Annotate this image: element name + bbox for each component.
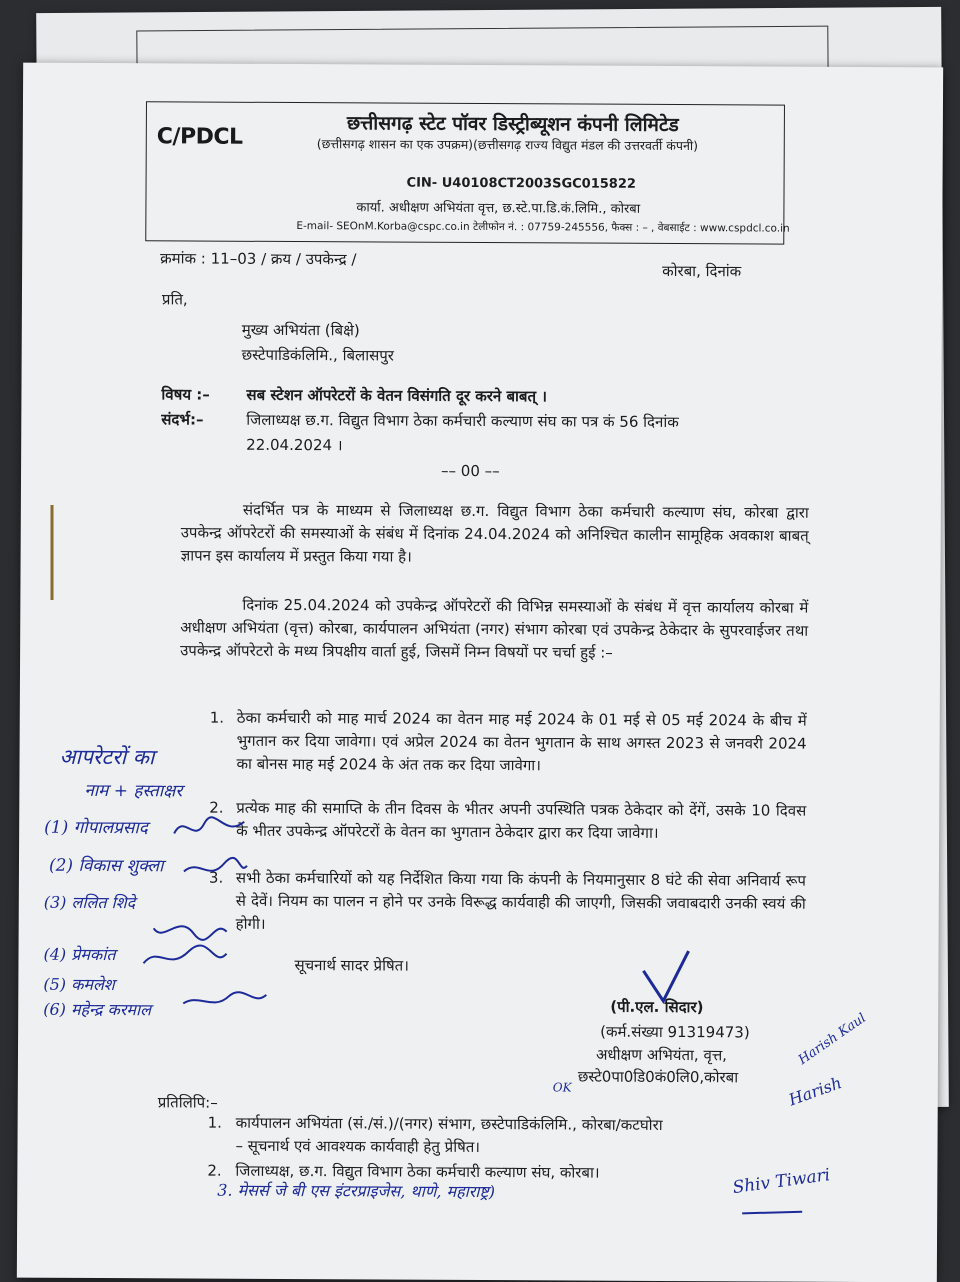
recipient-line-2: छस्टेपाडिकंलिमि., बिलासपुर — [241, 345, 394, 365]
point-1-text: ठेका कर्मचारी को माह मार्च 2024 का वेतन माह मई 2024 के 01 मई से 05 मई 2024 के बीच में भुगतान कर दिया जावेगा। एवं अप्रेल 2024 का वेतन भुगतान के साथ अगस्त 2023 से जनवरी 2024 का बोनस माह मई 2024 के अंत तक कर दिया जावेगा। — [236, 708, 807, 775]
info-line: सूचनार्थ सादर प्रेषित। — [294, 956, 409, 975]
hw-name-6: (6) महेन्द्र करमाल — [43, 999, 152, 1020]
subject-text: सब स्टेशन ऑपरेटरों के वेतन विसंगति दूर करने बाबत् । — [246, 385, 548, 406]
point-3-text: सभी ठेका कर्मचारियों को यह निर्देशित किया गया कि कंपनी के नियमानुसार 8 घंटे की सेवा अनिवार्य रूप से देवें। नियम का पालन न होने पर उनके विरूद्ध कार्यवाही की जाएगी, जिसकी जवाबदारी उनकी स्वयं की होगी। — [235, 868, 806, 933]
company-subtitle: (छत्तीसगढ़ शासन का एक उपक्रम)(छत्तीसगढ़ राज्य विद्युत मंडल की उत्तरवर्ती कंपनी) — [316, 136, 699, 154]
copy-1-line-1: कार्यपालन अभियंता (सं./सं.)/(नगर) संभाग, छस्टेपाडिकंलिमि., कोरबा/कटघोरा — [235, 1113, 663, 1134]
point-2-text: प्रत्येक माह की समाप्ति के तीन दिवस के भीतर अपनी उपस्थिति पत्रक ठेकेदार को देंगें, उसके 10 दिवस के भीतर उपकेन्द्र ऑपरेटरों के वेतन का भुगतान ठेकेदार द्वारा कर दिया जावेगा। — [236, 798, 807, 842]
company-title: छत्तीसगढ़ स्टेट पॉवर डिस्ट्रीब्यूशन कंपनी लिमिटेड — [346, 112, 679, 137]
company-logo: C/PDCL — [156, 124, 243, 150]
copy-label: प्रतिलिपि:– — [157, 1093, 218, 1112]
copy-2-number: 2. — [207, 1161, 222, 1180]
signature-scribble-4 — [138, 943, 228, 973]
signatory-org: छस्टे0पा0डि0कं0लि0,कोरबा — [577, 1067, 739, 1087]
signature-underline — [737, 1201, 807, 1221]
hw-margin-heading-2: नाम + हस्ताक्षर — [84, 780, 183, 802]
signatory-name: (पी.एल. सिदार) — [610, 997, 704, 1017]
hw-right-signature-1: Harish Kaul — [795, 1010, 870, 1068]
hw-ok-mark: OK — [552, 1080, 572, 1095]
paper-pin — [48, 505, 56, 600]
signatory-designation: अधीक्षण अभियंता, वृत्त, — [595, 1045, 728, 1065]
subject-label: विषय :– — [161, 385, 210, 404]
signature-scribble-3 — [149, 913, 229, 943]
point-3-number: 3. — [208, 868, 224, 887]
signature-scribble-5 — [178, 988, 268, 1013]
separator: –– 00 –– — [441, 461, 500, 481]
hw-name-1: (1) गोपालप्रसाद — [44, 817, 148, 839]
hw-name-3: (3) ललित शिदे — [43, 892, 136, 913]
hw-shiv-signature: Shiv Tiwari — [731, 1165, 832, 1199]
copy-2-line-1: जिलाध्यक्ष, छ.ग. विद्युत विभाग ठेका कर्मचारी कल्याण संघ, कोरबा। — [235, 1161, 600, 1182]
hw-margin-heading-1: आपरेटरों का — [59, 744, 155, 770]
letter-page — [17, 63, 943, 1282]
officer-signature-mark — [638, 946, 698, 1006]
reference-line-2: 22.04.2024 । — [246, 435, 343, 455]
copy-1-number: 1. — [207, 1113, 222, 1132]
hw-copy-3: 3. मेसर्स जे बी एस इंटरप्राइजेस, थाणे, महाराष्ट्र) — [217, 1180, 496, 1202]
hw-right-signature-2: Harish — [786, 1073, 845, 1110]
office-address: कार्या. अधीक्षण अभियंता वृत्त, छ.स्टे.पा.डि.कं.लिमि., कोरबा — [356, 200, 641, 217]
hw-name-2: (2) विकास शुक्ला — [48, 855, 164, 877]
letterhead — [145, 101, 790, 244]
hw-name-4: (4) प्रेमकांत — [43, 944, 116, 965]
paragraph-1: संदर्भित पत्र के माध्यम से जिलाध्यक्ष छ.ग. विद्युत विभाग ठेका कर्मचारी कल्याण संघ, कोरबा द्वारा उपकेन्द्र ऑपरेटरों की समस्याओं के संबंध में दिनांक 24.04.2024 को अनिश्चित कालीन सामूहिक अवकाश बाबत् ज्ञापन इस कार्यालय में प्रस्तुत किया गया है। — [180, 500, 809, 566]
reference-line-1: जिलाध्यक्ष छ.ग. विद्युत विभाग ठेका कर्मचारी कल्याण संघ का पत्र कं 56 दिनांक — [246, 410, 679, 432]
recipient-line-1: मुख्य अभियंता (बिक्षे) — [241, 320, 360, 340]
reference-label: संदर्भ:– — [161, 410, 204, 429]
signature-scribble-2 — [179, 853, 249, 883]
point-2-number: 2. — [209, 798, 224, 817]
company-cin: CIN- U40108CT2003SGC015822 — [406, 175, 637, 192]
hw-name-5: (5) कमलेश — [43, 974, 115, 995]
reference-number: क्रमांक : 11–03 / क्रय / उपकेन्द्र / — [160, 249, 357, 269]
to-label: प्रति, — [161, 290, 188, 309]
signatory-emp-no: (कर्म.संख्या 91319473) — [600, 1022, 750, 1042]
place-date: कोरबा, दिनांक — [662, 261, 742, 281]
signature-scribble-1 — [169, 813, 249, 843]
contact-line: E-mail- SEOnM.Korba@cspc.co.in टेलीफोन नं. : 07759-245556, फैक्स : – , वेबसाईट : www.cspdcl.co.in — [296, 220, 790, 235]
paragraph-2: दिनांक 25.04.2024 को उपकेन्द्र ऑपरेटरों की विभिन्न समस्याओं के संबंध में वृत्त कार्यालय कोरबा में अधीक्षण अभियंता (वृत्त) कोरबा, कार्यपालन अभियंता (नगर) संभाग कोरबा एवं उपकेन्द्र ठेकेदार के सुपरवाईजर तथा उपकेन्द्र ऑपरेटरो के मध्य त्रिपक्षीय वार्ता हुई, जिसमें निम्न विषयों पर चर्चा हुई :– — [180, 595, 809, 662]
point-1-number: 1. — [209, 708, 225, 727]
copy-1-line-2: – सूचनार्थ एवं आवश्यक कार्यवाही हेतु प्रेषित। — [235, 1136, 481, 1157]
